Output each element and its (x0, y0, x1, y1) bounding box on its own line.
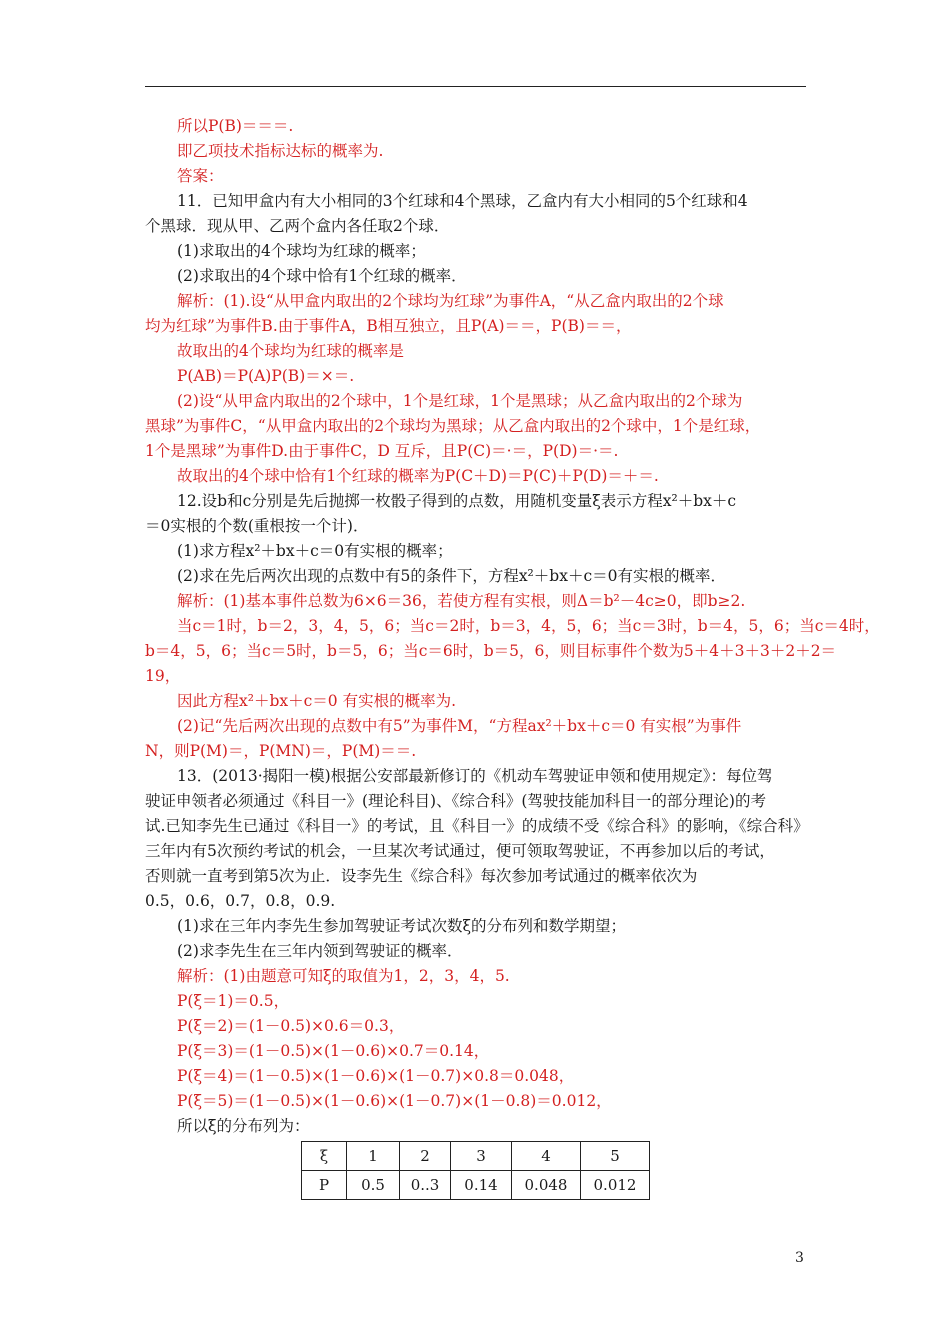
header-rule (145, 86, 806, 87)
table-cell: 0.14 (451, 1171, 512, 1200)
text-line: ＝0实根的个数(重根按一个计)． (145, 517, 369, 535)
table-cell: 5 (581, 1142, 650, 1171)
text-line: 解析：(1)基本事件总数为6×6＝36，若使方程有实根，则Δ＝b²－4c≥0，即b≥2. (177, 592, 746, 610)
text-line: (1)求取出的4个球均为红球的概率； (177, 242, 426, 260)
table-cell: P (302, 1171, 347, 1200)
text-line: 1个是黑球”为事件D.由于事件C，D 互斥，且P(C)＝·＝，P(D)＝·＝. (145, 442, 619, 460)
table-cell: ξ (302, 1142, 347, 1171)
table-header-row (302, 1142, 650, 1171)
table-cell: 2 (400, 1142, 451, 1171)
table-cell: 1 (347, 1142, 400, 1171)
page-number: 3 (795, 1250, 804, 1266)
text-line: 所以P(B)＝＝＝. (177, 117, 294, 135)
text-line: P(ξ＝1)＝0.5， (177, 992, 290, 1010)
text-line: 即乙项技术指标达标的概率为. (177, 142, 384, 160)
table-cell: 0..3 (400, 1171, 451, 1200)
text-lines (145, 114, 880, 1139)
text-line: 13．(2013·揭阳一模)根据公安部最新修订的《机动车驾驶证申领和使用规定》：每位驾 (177, 767, 773, 785)
text-line: P(AB)＝P(A)P(B)＝×＝. (177, 367, 355, 385)
table-cell: 0.012 (581, 1171, 650, 1200)
text-line: 黑球”为事件C，“从甲盒内取出的2个球均为黑球；从乙盒内取出的2个球中，1个是红球， (145, 417, 761, 435)
distribution-table (301, 1141, 650, 1200)
text-line: 所以ξ的分布列为： (177, 1117, 310, 1135)
text-line: b＝4，5，6；当c＝5时，b＝5，6；当c＝6时，b＝5，6，则目标事件个数为5＋4＋3＋3＋2＋2＝ (145, 642, 837, 660)
text-line: 答案： (177, 167, 224, 185)
text-line: (1)求在三年内李先生参加驾驶证考试次数ξ的分布列和数学期望； (177, 917, 626, 935)
text-line: 三年内有5次预约考试的机会，一旦某次考试通过，便可领取驾驶证，不再参加以后的考试， (145, 842, 775, 860)
text-line: (2)求李先生在三年内领到驾驶证的概率． (177, 942, 463, 960)
text-line: 0.5，0.6，0.7，0.8，0.9. (145, 892, 336, 910)
text-line: 个黑球．现从甲、乙两个盒内各任取2个球． (145, 217, 450, 235)
table-cell: 0.5 (347, 1171, 400, 1200)
text-line: 故取出的4个球均为红球的概率是 (177, 342, 404, 360)
text-line: (2)求在先后两次出现的点数中有5的条件下，方程x²＋bx＋c＝0有实根的概率． (177, 567, 726, 585)
text-line: 均为红球”为事件B.由于事件A，B相互独立，且P(A)＝＝，P(B)＝＝， (145, 317, 632, 335)
table-cell: 4 (512, 1142, 581, 1171)
text-line: (2)设“从甲盒内取出的2个球中，1个是红球，1个是黑球；从乙盒内取出的2个球为 (177, 392, 743, 410)
table-cell: 3 (451, 1142, 512, 1171)
text-line: 解析：(1)由题意可知ξ的取值为1，2，3，4，5. (177, 967, 510, 985)
text-line: P(ξ＝4)＝(1－0.5)×(1－0.6)×(1－0.7)×0.8＝0.048， (177, 1067, 575, 1085)
text-line: 试.已知李先生已通过《科目一》的考试，且《科目一》的成绩不受《综合科》的影响，《综合科》 (145, 817, 809, 835)
text-line: 否则就一直考到第5次为止．设李先生《综合科》每次参加考试通过的概率依次为 (145, 867, 698, 885)
text-line: N，则P(M)＝，P(MN)＝，P(M)＝＝. (145, 742, 417, 760)
text-line: 解析：(1).设“从甲盒内取出的2个球均为红球”为事件A，“从乙盒内取出的2个球 (177, 292, 724, 310)
text-line: 19， (145, 667, 181, 685)
text-line: P(ξ＝5)＝(1－0.5)×(1－0.6)×(1－0.7)×(1－0.8)＝0.012， (177, 1092, 612, 1110)
document-body (145, 114, 880, 1201)
table-cell: 0.048 (512, 1171, 581, 1200)
distribution-table-wrapper (145, 1139, 810, 1201)
text-line: (1)求方程x²＋bx＋c＝0有实根的概率； (177, 542, 453, 560)
text-line: P(ξ＝2)＝(1－0.5)×0.6＝0.3， (177, 1017, 405, 1035)
table-row (302, 1171, 650, 1200)
text-line: 11．已知甲盒内有大小相同的3个红球和4个黑球，乙盒内有大小相同的5个红球和4 (177, 192, 748, 210)
text-line: (2)求取出的4个球中恰有1个红球的概率． (177, 267, 467, 285)
text-line: 当c＝1时，b＝2，3，4，5，6；当c＝2时，b＝3，4，5，6；当c＝3时，b＝4，5，6；当c＝4时， (177, 617, 880, 635)
text-line: (2)记“先后两次出现的点数中有5”为事件M，“方程ax²＋bx＋c＝0 有实根”为事件 (177, 717, 742, 735)
text-line: P(ξ＝3)＝(1－0.5)×(1－0.6)×0.7＝0.14， (177, 1042, 490, 1060)
text-line: 因此方程x²＋bx＋c＝0 有实根的概率为. (177, 692, 457, 710)
text-line: 12.设b和c分别是先后抛掷一枚骰子得到的点数，用随机变量ξ表示方程x²＋bx＋c (177, 492, 737, 510)
text-line: 故取出的4个球中恰有1个红球的概率为P(C＋D)＝P(C)＋P(D)＝＋＝. (177, 467, 659, 485)
text-line: 驶证申领者必须通过《科目一》(理论科目)、《综合科》(驾驶技能加科目一的部分理论)的考 (145, 792, 766, 810)
